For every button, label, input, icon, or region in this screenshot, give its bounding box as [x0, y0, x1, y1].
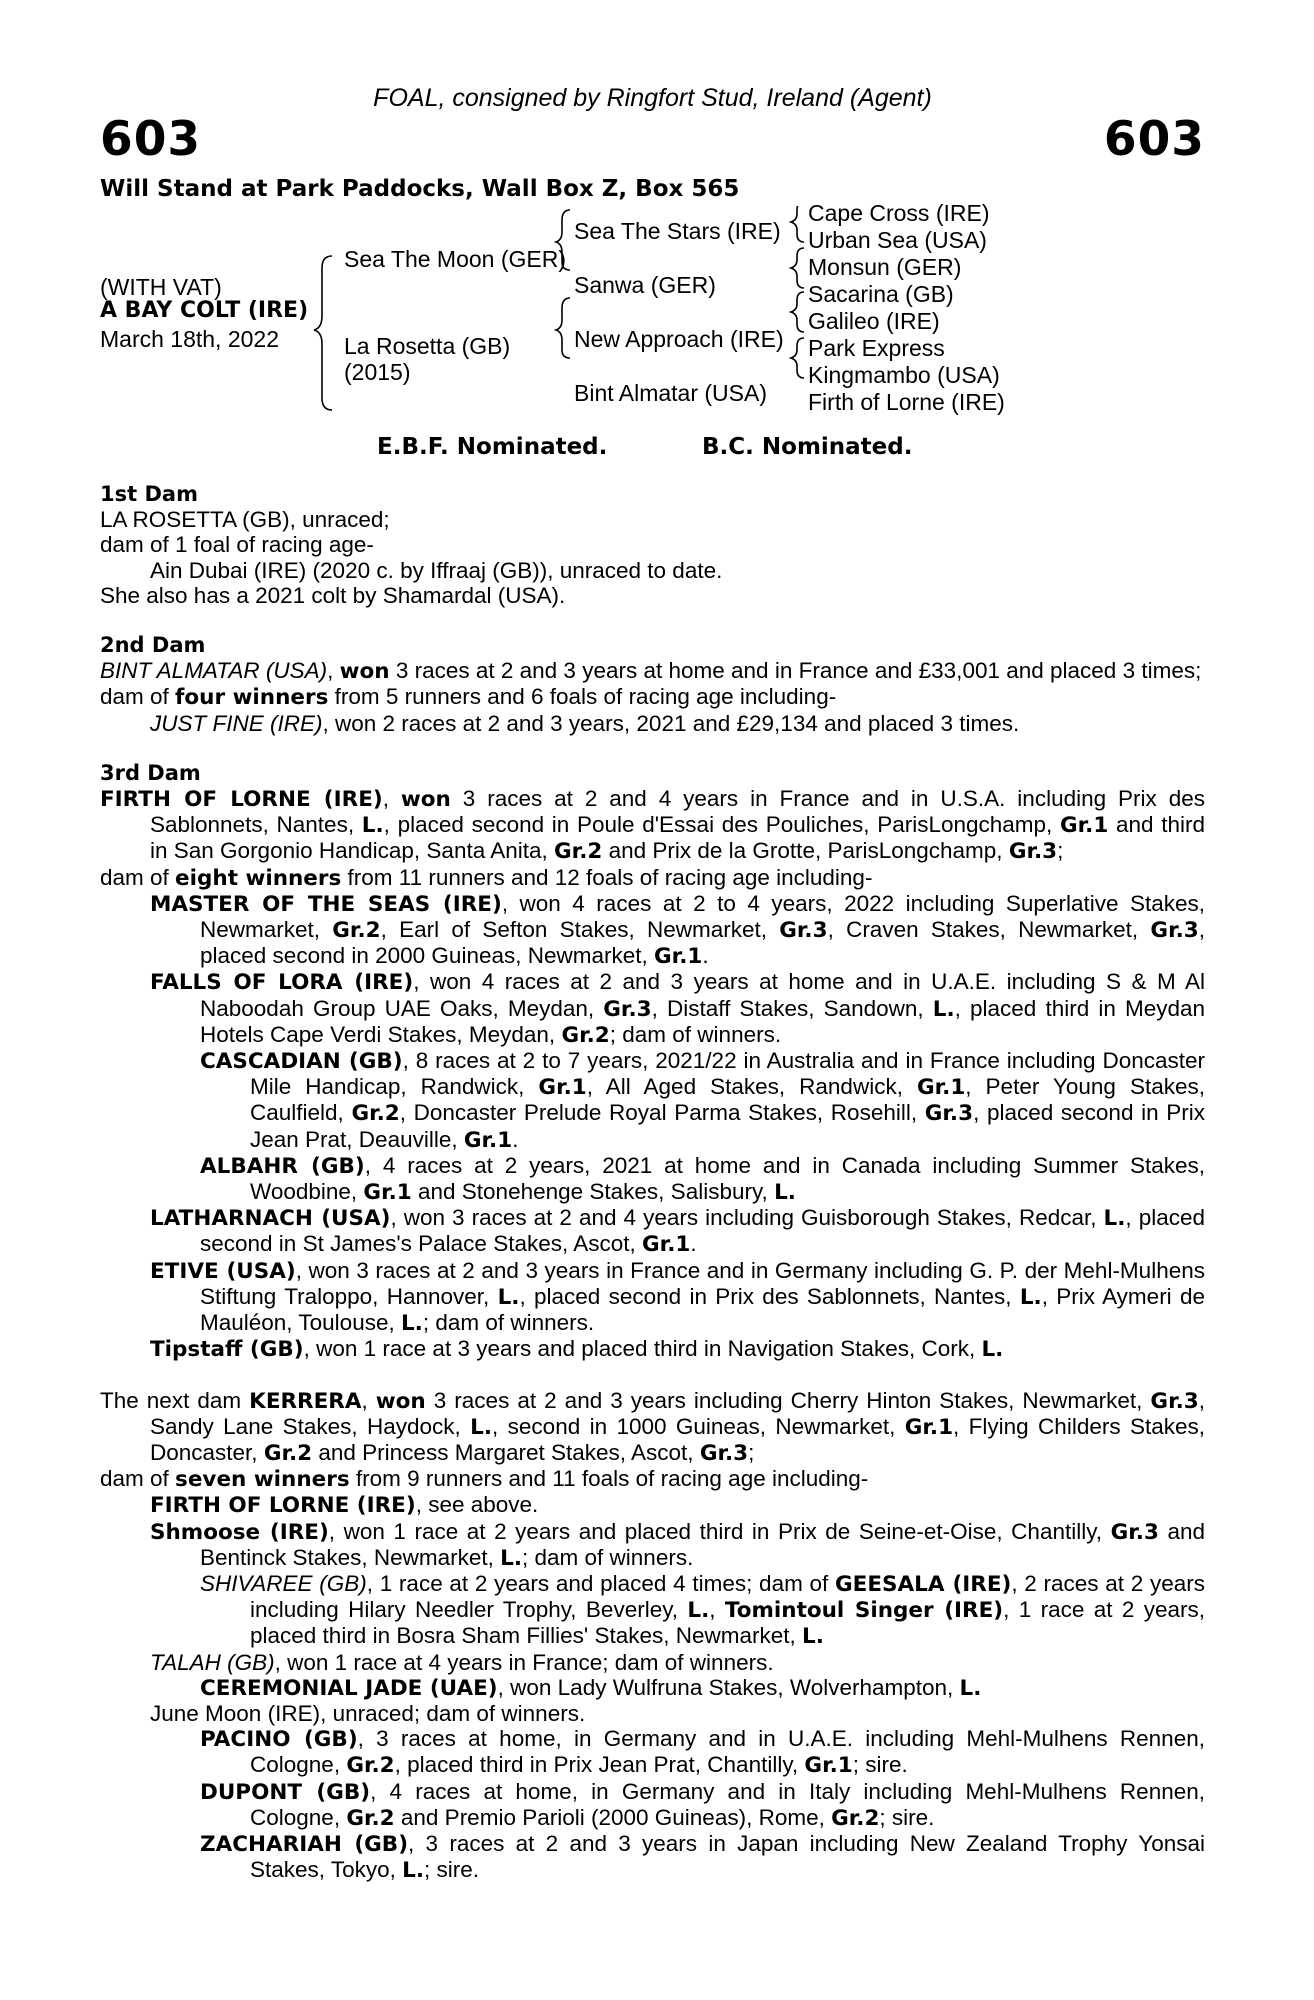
progeny-latharnach: LATHARNACH (USA), won 3 races at 2 and 4 years including Guisborough Stakes, Redcar, L., placed second in St James's Palace Stakes, Ascot, Gr.1.	[150, 1205, 1205, 1258]
consignment-line: FOAL, consigned by Ringfort Stud, Ireland (Agent)	[373, 84, 932, 112]
lot-number-right: 603	[1103, 112, 1205, 167]
ebf-nominated: E.B.F. Nominated.	[377, 434, 608, 460]
second-dam-heading: 2nd Dam	[100, 633, 206, 658]
second-dam-record: BINT ALMATAR (USA), won 3 races at 2 and 3 years at home and in France and £33,001 and placed 3 times;	[100, 658, 1202, 685]
bracket-dam	[556, 298, 570, 358]
second-dam-produce: dam of four winners from 5 runners and 6 foals of racing age including-	[100, 684, 837, 711]
bracket-ss	[791, 206, 804, 242]
bracket-ds	[791, 292, 804, 332]
second-dam-progeny: JUST FINE (IRE), won 2 races at 2 and 3 years, 2021 and £29,134 and placed 3 times.	[150, 710, 1020, 736]
dam-dam: Bint Almatar (USA)	[574, 380, 767, 406]
dam-sire-sire: Galileo (IRE)	[808, 308, 940, 334]
next-progeny-june-moon: June Moon (IRE), unraced; dam of winners.	[150, 1700, 586, 1726]
lot-number-left: 603	[100, 112, 202, 167]
progeny-master-of-the-seas: MASTER OF THE SEAS (IRE), won 4 races at 2 to 4 years, 2022 including Superlative Stakes, Newmarket, Gr.2, Earl of Sefton Stakes, Newmarket, Gr.3, Craven Stakes, Newmarket, Gr.3, placed second in 2000 Guineas, Newmarket, Gr.1.	[150, 890, 1205, 970]
sire-sire-sire: Cape Cross (IRE)	[808, 200, 990, 226]
third-dam-heading: 3rd Dam	[100, 760, 201, 785]
dam-sire-dam: Park Express	[808, 335, 945, 361]
bracket-dd	[791, 338, 804, 378]
dam-sire: New Approach (IRE)	[574, 326, 784, 352]
next-progeny-talah: TALAH (GB), won 1 race at 4 years in France; dam of winners.	[150, 1649, 774, 1675]
sire: Sea The Moon (GER)	[344, 246, 567, 272]
third-dam-record: FIRTH OF LORNE (IRE), won 3 races at 2 and 4 years in France and in U.S.A. including Prix des Sablonnets, Nantes, L., placed second in Poule d'Essai des Pouliches, ParisLongchamp, Gr.1 and third in San Gorgonio Handicap, Santa Anita, Gr.2 and Prix de la Grotte, ParisLongchamp, Gr.3;	[100, 786, 1205, 865]
next-progeny-firth: FIRTH OF LORNE (IRE), see above.	[150, 1492, 539, 1519]
next-dam-record: The next dam KERRERA, won 3 races at 2 and 3 years including Cherry Hinton Stakes, Newmarket, Gr.3, Sandy Lane Stakes, Haydock, L., second in 1000 Guineas, Newmarket, Gr.1, Flying Childers Stakes, Doncaster, Gr.2 and Princess Margaret Stakes, Ascot, Gr.3;	[100, 1387, 1205, 1466]
first-dam-heading: 1st Dam	[100, 482, 198, 506]
next-progeny-shmoose: Shmoose (IRE), won 1 race at 2 years and placed third in Prix de Seine-et-Oise, Chantilly, Gr.3 and Bentinck Stakes, Newmarket, L.; dam of winners.	[150, 1518, 1206, 1571]
sire-dam-dam: Sacarina (GB)	[808, 281, 954, 307]
first-dam-progeny: Ain Dubai (IRE) (2020 c. by Iffraaj (GB)), unraced to date.	[150, 557, 723, 583]
progeny-etive: ETIVE (USA), won 3 races at 2 and 3 years in France and in Germany including G. P. der Mehl-Mulhens Stiftung Traloppo, Hannover, L., placed second in Prix des Sablonnets, Nantes, L., Prix Aymeri de Mauléon, Toulouse, L.; dam of winners.	[150, 1257, 1206, 1337]
horse-name: A BAY COLT (IRE)	[100, 298, 309, 323]
progeny-tipstaff: Tipstaff (GB), won 1 race at 3 years and placed third in Navigation Stakes, Cork, L.	[150, 1336, 1004, 1363]
sire-sire: Sea The Stars (IRE)	[574, 218, 781, 244]
first-dam-note: She also has a 2021 colt by Shamardal (USA).	[100, 582, 566, 608]
stand-location: Will Stand at Park Paddocks, Wall Box Z, Box 565	[100, 176, 740, 202]
progeny-cascadian: CASCADIAN (GB), 8 races at 2 to 7 years, 2021/22 in Australia and in France including Doncaster Mile Handicap, Randwick, Gr.1, All Aged Stakes, Randwick, Gr.1, Peter Young Stakes, Caulfield, Gr.2, Doncaster Prelude Royal Parma Stakes, Rosehill, Gr.3, placed second in Prix Jean Prat, Deauville, Gr.1.	[200, 1048, 1206, 1153]
first-dam-line: LA ROSETTA (GB), unraced;	[100, 507, 390, 533]
sire-dam: Sanwa (GER)	[574, 272, 716, 298]
next-progeny-pacino: PACINO (GB), 3 races at home, in Germany and in U.A.E. including Mehl-Mulhens Rennen, Cologne, Gr.2, placed third in Prix Jean Prat, Chantilly, Gr.1; sire.	[200, 1726, 1205, 1779]
next-progeny-dupont: DUPONT (GB), 4 races at home, in Germany and in Italy including Mehl-Mulhens Rennen, Cologne, Gr.2 and Premio Parioli (2000 Guineas), Rome, Gr.2; sire.	[200, 1778, 1205, 1831]
sire-dam-sire: Monsun (GER)	[808, 254, 962, 280]
catalogue-body	[100, 482, 1205, 1883]
third-dam-produce: dam of eight winners from 11 runners and 12 foals of racing age including-	[100, 864, 873, 891]
dam-dam-dam: Firth of Lorne (IRE)	[808, 389, 1005, 415]
foaling-date: March 18th, 2022	[100, 326, 280, 352]
sire-sire-dam: Urban Sea (USA)	[808, 227, 987, 253]
dam-dam-sire: Kingmambo (USA)	[808, 362, 1000, 388]
progeny-falls-of-lora: FALLS OF LORA (IRE), won 4 races at 2 and 3 years at home and in U.A.E. including S & M Al Naboodah Group UAE Oaks, Meydan, Gr.3, Distaff Stakes, Sandown, L., placed third in Meydan Hotels Cape Verdi Stakes, Meydan, Gr.2; dam of winners.	[150, 969, 1205, 1048]
first-dam-foals: dam of 1 foal of racing age-	[100, 532, 374, 558]
dam: La Rosetta (GB)	[344, 333, 511, 359]
pedigree-table	[100, 200, 1205, 476]
bracket-sd	[791, 248, 804, 288]
next-progeny-zachariah: ZACHARIAH (GB), 3 races at 2 and 3 years in Japan including New Zealand Trophy Yonsai Stakes, Tokyo, L.; sire.	[200, 1830, 1205, 1884]
next-dam-produce: dam of seven winners from 9 runners and 11 foals of racing age including-	[100, 1466, 869, 1493]
next-progeny-ceremonial-jade: CEREMONIAL JADE (UAE), won Lady Wulfruna Stakes, Wolverhampton, L.	[200, 1674, 982, 1701]
progeny-albahr: ALBAHR (GB), 4 races at 2 years, 2021 at home and in Canada including Summer Stakes, Woodbine, Gr.1 and Stonehenge Stakes, Salisbury, L.	[200, 1152, 1205, 1206]
vat-label: (WITH VAT)	[100, 274, 222, 300]
next-progeny-shivaree: SHIVAREE (GB), 1 race at 2 years and placed 4 times; dam of GEESALA (IRE), 2 races at 2 years including Hilary Needler Trophy, Beverley, L., Tomintoul Singer (IRE), 1 race at 2 years, placed third in Bosra Sham Fillies' Stakes, Newmarket, L.	[200, 1570, 1205, 1650]
bracket-main	[314, 256, 332, 410]
bc-nominated: B.C. Nominated.	[702, 434, 913, 460]
dam-year: (2015)	[344, 359, 411, 385]
